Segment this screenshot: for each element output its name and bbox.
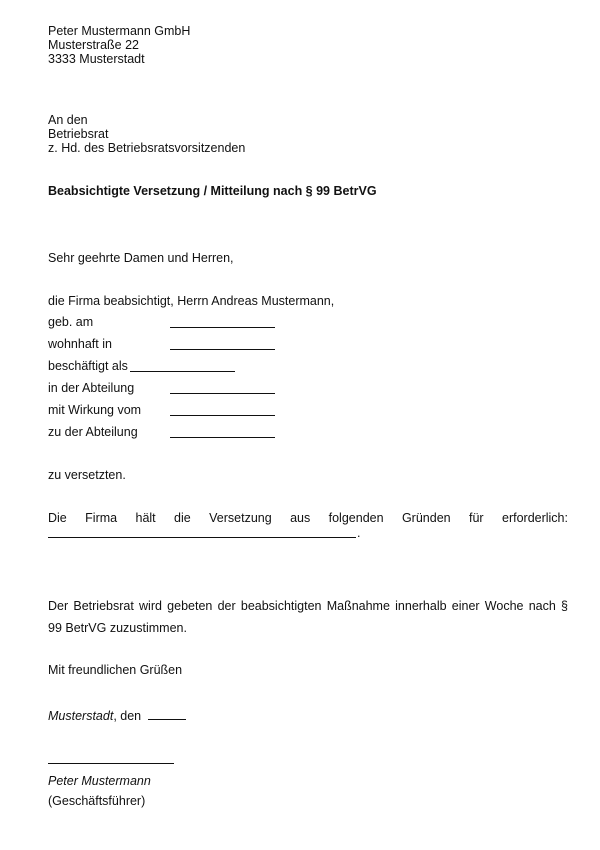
field-born-label: geb. am bbox=[48, 315, 94, 329]
date-blank bbox=[148, 707, 186, 720]
salutation: Sehr geehrte Damen und Herren, bbox=[48, 251, 234, 265]
recipient-line2: Betriebsrat bbox=[48, 127, 109, 141]
field-to-department-blank bbox=[170, 437, 275, 438]
field-employed-as-blank bbox=[130, 371, 235, 372]
sender-city: 3333 Musterstadt bbox=[48, 52, 145, 66]
signer bbox=[48, 771, 568, 811]
field-effective-label: mit Wirkung vom bbox=[48, 403, 142, 417]
field-to-department-label: zu der Abteilung bbox=[48, 425, 138, 439]
recipient-address bbox=[48, 113, 568, 155]
sender-address bbox=[48, 24, 568, 66]
intro-text: die Firma beabsichtigt, Herrn Andreas Mustermann, bbox=[48, 294, 335, 308]
field-department-blank bbox=[170, 393, 275, 394]
request-line2: 99 BetrVG zuzustimmen. bbox=[48, 621, 187, 635]
recipient-line3: z. Hd. des Betriebsratsvorsitzenden bbox=[48, 141, 246, 155]
closing: Mit freundlichen Grüßen bbox=[48, 663, 183, 677]
reasons-blank-row bbox=[48, 526, 568, 542]
transfer-text: zu versetzten. bbox=[48, 468, 126, 482]
field-resident-label: wohnhaft in bbox=[48, 337, 112, 351]
request-paragraph bbox=[48, 598, 568, 636]
field-department-label: in der Abteilung bbox=[48, 381, 135, 395]
field-born-blank bbox=[170, 327, 275, 328]
signer-title: (Geschäftsführer) bbox=[48, 794, 146, 808]
place: Musterstadt bbox=[48, 709, 114, 723]
request-line1: Der Betriebsrat wird gebeten der beabsichtigten Maßnahme innerhalb einer Woche nach § bbox=[48, 599, 568, 613]
signer-name: Peter Mustermann bbox=[48, 774, 151, 788]
recipient-line1: An den bbox=[48, 113, 88, 127]
signature-line bbox=[48, 763, 174, 764]
field-employed-as-label: beschäftigt als bbox=[48, 359, 128, 373]
field-resident-blank bbox=[170, 349, 275, 350]
date-prefix: , den bbox=[113, 709, 142, 723]
sender-street: Musterstraße 22 bbox=[48, 38, 140, 52]
reasons-intro: Die Firma hält die Versetzung aus folgenden Gründen für erforderlich: bbox=[48, 511, 568, 525]
subject-line: Beabsichtigte Versetzung / Mitteilung nach § 99 BetrVG bbox=[48, 184, 377, 198]
place-date bbox=[48, 707, 568, 723]
reasons-blank bbox=[48, 537, 356, 538]
field-effective-blank bbox=[170, 415, 275, 416]
sender-company: Peter Mustermann GmbH bbox=[48, 24, 191, 38]
reasons-end: . bbox=[357, 526, 361, 540]
